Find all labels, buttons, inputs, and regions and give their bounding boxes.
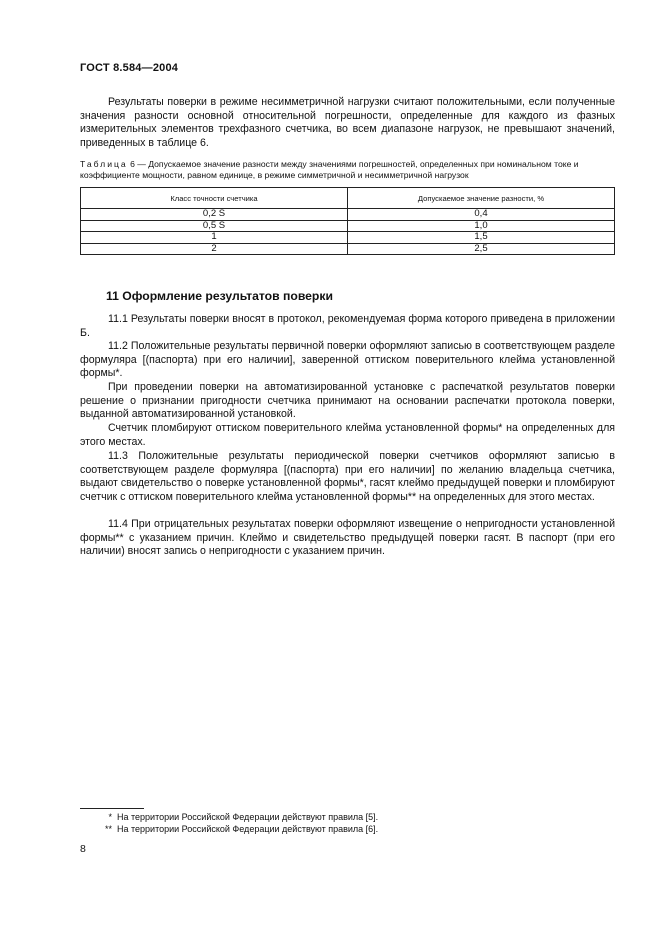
table-row [81, 220, 615, 232]
paragraph-11-4: 11.4 При отрицательных результатах поверки оформляют извещение о непригодности установленной формы** с указанием причин. Клеймо и свидетельство предыдущей поверки гасят. В паспорт (при его наличии) вносят запись о непригодности с указанием причин. [80, 518, 615, 558]
table-cell-class: 1 [81, 232, 348, 244]
table-cell-class: 2 [81, 243, 348, 255]
footnote-1 [80, 812, 615, 822]
paragraph-11-3: 11.3 Положительные результаты периодической поверки счетчиков оформляют записью в соответствующем разделе формуляра [(паспорта) при его наличии] по желанию владельца счетчика, выдают свидетельство о поверке установленной формы*, гасят клеймо предыдущей поверки и пломбируют счетчик с оттиском поверительного клейма установленной формы** на определенных для этого местах. [80, 450, 615, 503]
table-row [81, 209, 615, 221]
table-cell-value: 1,0 [348, 220, 615, 232]
table-header-value: Допускаемое значение разности, % [348, 188, 615, 209]
table-caption-text: 6 — Допускаемое значение разности между значениями погрешностей, определенных при номинальном токе и коэффициенте мощности, равном единице, в режиме симметричной и несимметричной нагрузок [80, 159, 579, 180]
intro-paragraph: Результаты поверки в режиме несимметричной нагрузки считают положительными, если полученные значения разности основной относительной погрешности, определенные для каждого из фазных измерительных элементов трехфазного счетчика, во всем диапазоне нагрузок, не превышают значений, приведенных в таблице 6. [80, 96, 615, 149]
footnote-mark: * [108, 812, 112, 822]
paragraph-11-1: 11.1 Результаты поверки вносят в протокол, рекомендуемая форма которого приведена в приложении Б. [80, 313, 615, 339]
footnote-text: На территории Российской Федерации действуют правила [6]. [117, 824, 379, 834]
document-header: ГОСТ 8.584—2004 [80, 62, 179, 74]
table-cell-class: 0,2 S [81, 209, 348, 221]
table-row [81, 232, 615, 244]
table-caption [80, 159, 615, 181]
table-cell-value: 0,4 [348, 209, 615, 221]
table-6 [80, 187, 615, 255]
footnote-mark: ** [104, 824, 112, 834]
table-header-class: Класс точности счетчика [81, 188, 348, 209]
paragraph-automated: При проведении поверки на автоматизированной установке с распечаткой результатов поверки решение о признании пригодности счетчика принимают на основании распечатки протокола поверки, выданной автоматизированной установкой. [80, 381, 615, 421]
paragraph-seal: Счетчик пломбируют оттиском поверительного клейма установленной формы* на определенных для этого местах. [80, 422, 615, 448]
section-title: 11 Оформление результатов поверки [106, 289, 333, 303]
table-row [81, 243, 615, 255]
footnote-divider [80, 808, 144, 809]
table-cell-class: 0,5 S [81, 220, 348, 232]
footnote-2 [80, 824, 615, 834]
paragraph-11-2: 11.2 Положительные результаты первичной поверки оформляют записью в соответствующем разделе формуляра [(паспорта) при его наличии], заверенной оттиском поверительного клейма установленной формы*. [80, 340, 615, 380]
table-cell-value: 2,5 [348, 243, 615, 255]
table-cell-value: 1,5 [348, 232, 615, 244]
page-number: 8 [80, 843, 86, 855]
table-caption-label: Таблица [80, 159, 128, 169]
footnote-text: На территории Российской Федерации действуют правила [5]. [117, 812, 379, 822]
